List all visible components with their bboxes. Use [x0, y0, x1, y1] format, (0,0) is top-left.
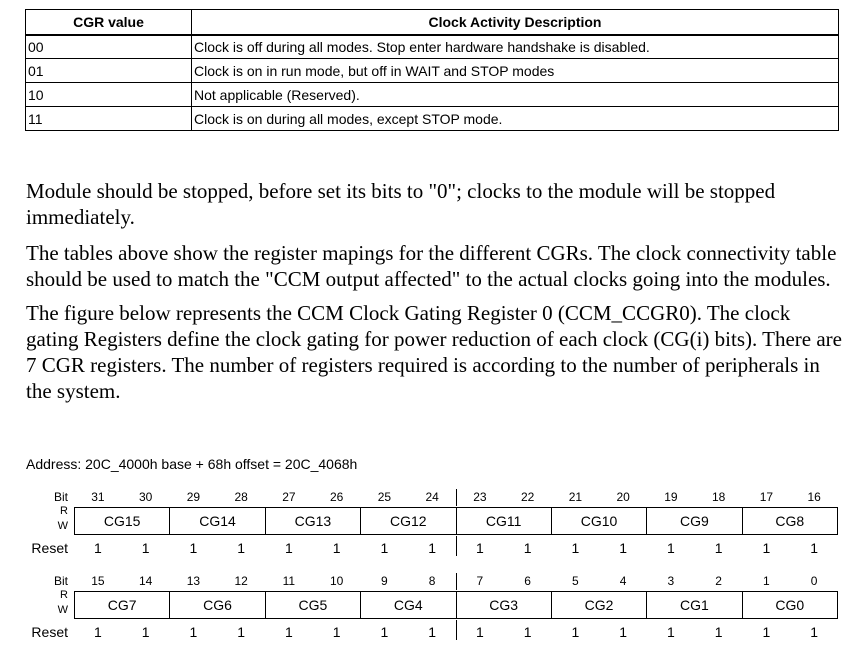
cgr-value-cell: 10: [26, 83, 192, 107]
bit-number: 16: [807, 490, 821, 504]
bit-number: 0: [810, 574, 818, 588]
bit-number: 4: [619, 574, 627, 588]
bit-number: 22: [520, 490, 535, 504]
paragraph-register-mappings: The tables above show the register mapings for the different CGRs. The clock connectivity table should be used to match the "CCM output affected" to the actual clocks going into the modules.: [26, 241, 837, 291]
reset-value: 1: [810, 624, 819, 640]
paragraph-ccgr0-description: The figure below represents the CCM Clock Gating Register 0 (CCM_CCGR0). The clock gating Registers define the clock gating for power reduction of each clock (CG(i) bits). There are 7 CGR registers. The number of registers required is according to the number of peripherals in the system.: [26, 301, 842, 403]
register-field: CG1: [646, 592, 741, 618]
bit-number: 17: [759, 490, 774, 504]
write-label: W: [57, 520, 68, 532]
bit-number: 24: [425, 490, 439, 504]
description-cell: Clock is off during all modes. Stop enter hardware handshake is disabled.: [192, 35, 839, 59]
bit-label: Bit: [53, 574, 68, 588]
reset-value: 1: [762, 624, 771, 640]
reset-value: 1: [619, 540, 628, 556]
register-field: CG7: [74, 592, 169, 618]
register-field: CG12: [360, 508, 455, 534]
bit-number: 30: [138, 490, 153, 504]
register-fields: [74, 591, 838, 619]
reset-value: 1: [523, 540, 532, 556]
register-field: CG4: [360, 592, 455, 618]
reset-value: 1: [523, 624, 532, 640]
bit-number: 10: [329, 574, 344, 588]
bit-number: 1: [763, 574, 770, 588]
reset-value: 1: [237, 540, 246, 556]
reset-value: 1: [475, 540, 484, 556]
register-row-low: [0, 571, 864, 647]
bit-number: 5: [572, 574, 579, 588]
reset-value: 1: [189, 624, 198, 640]
reset-value: 1: [332, 624, 341, 640]
reset-value: 1: [571, 540, 580, 556]
description-cell: Not applicable (Reserved).: [192, 83, 839, 107]
reset-value: 1: [428, 540, 437, 556]
reset-value: 1: [284, 624, 293, 640]
bit-number: 3: [667, 574, 675, 588]
reset-value: 1: [380, 624, 389, 640]
table-row: [26, 35, 839, 59]
bit-number: 15: [91, 574, 105, 588]
description-cell: Clock is on during all modes, except STOP mode.: [192, 107, 839, 131]
bit-divider: [456, 489, 457, 506]
cgr-value-cell: 11: [26, 107, 192, 131]
write-label: W: [57, 604, 68, 616]
reset-value: 1: [284, 540, 293, 556]
register-fields: [74, 507, 838, 535]
description-cell: Clock is on in run mode, but off in WAIT and STOP modes: [192, 59, 839, 83]
reset-value: 1: [714, 540, 723, 556]
reset-value: 1: [189, 540, 198, 556]
reset-value: 1: [93, 540, 102, 556]
bit-divider: [456, 620, 457, 640]
bit-number: 12: [234, 574, 248, 588]
bit-number: 27: [282, 490, 296, 504]
reset-value: 1: [93, 624, 102, 640]
bit-number: 6: [524, 574, 531, 588]
bit-number: 13: [186, 574, 201, 588]
register-field: CG14: [169, 508, 264, 534]
bit-number: 23: [473, 490, 487, 504]
reset-value: 1: [237, 624, 246, 640]
reset-value: 1: [332, 540, 341, 556]
register-field: CG15: [74, 508, 169, 534]
reset-value: 1: [714, 624, 723, 640]
register-field: CG6: [169, 592, 264, 618]
bit-number: 28: [234, 490, 248, 504]
column-header-description: Clock Activity Description: [192, 10, 839, 35]
register-field: CG11: [456, 508, 551, 534]
bit-number: 26: [329, 490, 344, 504]
bit-divider: [456, 573, 457, 590]
reset-value: 1: [475, 624, 484, 640]
register-field: CG3: [456, 592, 551, 618]
reset-value: 1: [666, 540, 675, 556]
bit-number: 8: [428, 574, 436, 588]
bit-label: Bit: [53, 490, 68, 504]
bit-number: 25: [377, 490, 392, 504]
cgr-value-cell: 01: [26, 59, 192, 83]
reset-value: 1: [666, 624, 675, 640]
table-row: [26, 107, 839, 131]
reset-value: 1: [571, 624, 580, 640]
bit-number: 14: [138, 574, 153, 588]
reset-label: Reset: [31, 540, 68, 556]
reset-value: 1: [380, 540, 389, 556]
bit-number: 2: [715, 574, 722, 588]
reset-value: 1: [141, 540, 150, 556]
register-row-high: [0, 487, 864, 563]
register-field: CG10: [551, 508, 646, 534]
bit-number: 19: [664, 490, 678, 504]
register-address: Address: 20C_4000h base + 68h offset = 20C_4068h: [26, 456, 358, 472]
reset-value: 1: [762, 540, 771, 556]
bit-number: 11: [282, 574, 296, 588]
register-field: CG9: [646, 508, 741, 534]
register-field: CG8: [742, 508, 838, 534]
cgr-value-table: [25, 9, 839, 131]
paragraph-stop-module: Module should be stopped, before set its bits to "0"; clocks to the module will be stopped immediately.: [26, 179, 776, 229]
column-header-cgr-value: CGR value: [26, 10, 192, 35]
bit-number: 7: [476, 574, 484, 588]
table-header-row: [26, 10, 839, 35]
bit-divider: [456, 536, 457, 556]
bit-number: 31: [91, 490, 105, 504]
register-field: CG5: [265, 592, 360, 618]
register-field: CG13: [265, 508, 360, 534]
reset-value: 1: [810, 540, 819, 556]
bit-number: 20: [616, 490, 630, 504]
register-field: CG2: [551, 592, 646, 618]
table-row: [26, 83, 839, 107]
bit-number: 9: [381, 574, 388, 588]
read-label: R: [60, 505, 68, 517]
bit-number: 21: [568, 490, 583, 504]
table-row: [26, 59, 839, 83]
bit-number: 18: [711, 490, 726, 504]
bit-number: 29: [186, 490, 201, 504]
reset-value: 1: [141, 624, 150, 640]
register-field: CG0: [742, 592, 838, 618]
body-text: [26, 178, 846, 412]
reset-value: 1: [619, 624, 628, 640]
reset-value: 1: [428, 624, 437, 640]
read-label: R: [60, 589, 68, 601]
reset-label: Reset: [31, 624, 68, 640]
cgr-value-cell: 00: [26, 35, 192, 59]
